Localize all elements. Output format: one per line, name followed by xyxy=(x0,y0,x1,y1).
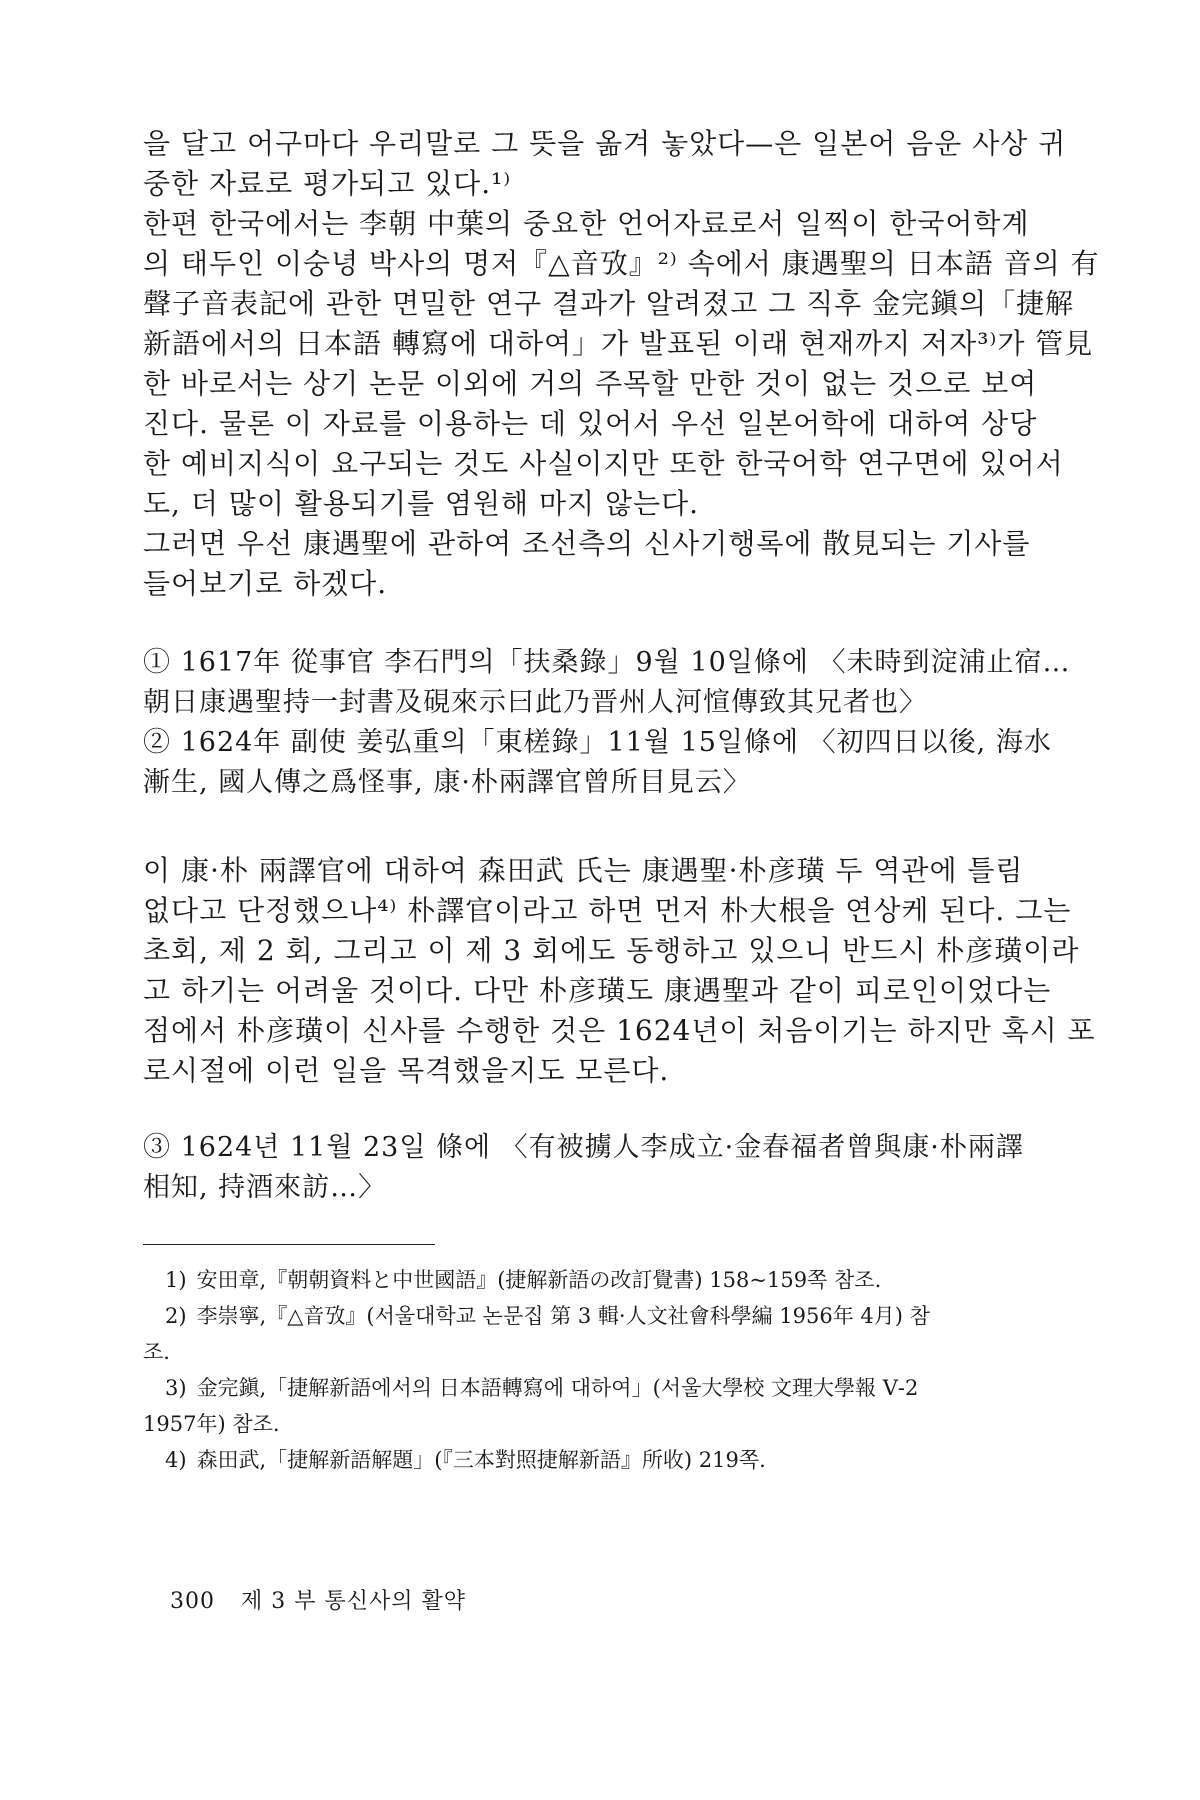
body-line: 한 예비지식이 요구되는 것도 사실이지만 또한 한국어학 연구면에 있어서 xyxy=(143,447,1064,480)
footnote-2 xyxy=(165,1300,930,1332)
running-section-title: 제 3 부 통신사의 활약 xyxy=(241,1589,466,1614)
body-line: 을 달고 어구마다 우리말로 그 뜻을 옮겨 놓았다—은 일본어 음운 사상 귀 xyxy=(143,127,1067,160)
quote-line: 相知, 持酒來訪…〉 xyxy=(143,1172,387,1203)
body-line: 도, 더 많이 활용되기를 염원해 마지 않는다. xyxy=(143,487,700,520)
footnote-number: 3) xyxy=(165,1376,187,1400)
quote-line: ② 1624年 副使 姜弘重의「東槎錄」11월 15일條에 〈初四日以後, 海水 xyxy=(143,727,1052,758)
footnote-4 xyxy=(165,1444,766,1476)
footnote-text: 조. xyxy=(143,1340,170,1364)
footnote-number: 2) xyxy=(165,1304,187,1328)
quote-line: 漸生, 國人傳之爲怪事, 康·朴兩譯官曾所目見云〉 xyxy=(143,767,751,798)
body-line: 聲子音表記에 관한 면밀한 연구 결과가 알려졌고 그 직후 金完鎭의「捷解 xyxy=(143,287,1075,320)
body-line: 한 바로서는 상기 논문 이외에 거의 주목할 만한 것이 없는 것으로 보여 xyxy=(143,367,1038,400)
body-line: 新語에서의 日本語 轉寫에 대하여」가 발표된 이래 현재까지 저자³⁾가 管見 xyxy=(143,327,1094,360)
body-line: 진다. 물론 이 자료를 이용하는 데 있어서 우선 일본어학에 대하여 상당 xyxy=(143,407,1038,440)
footnote-3-continued xyxy=(143,1408,280,1440)
body-line: 이 康·朴 兩譯官에 대하여 森田武 氏는 康遇聖·朴彦璜 두 역관에 틀림 xyxy=(143,854,1024,887)
quote-line: ③ 1624년 11월 23일 條에 〈有被擄人李成立·金春福者曾與康·朴兩譯 xyxy=(143,1132,1024,1163)
footnote-3 xyxy=(165,1372,918,1404)
footnote-number: 1) xyxy=(165,1268,187,1292)
page-footer xyxy=(170,1586,466,1618)
footnote-divider xyxy=(143,1244,435,1245)
body-line: 점에서 朴彦璜이 신사를 수행한 것은 1624년이 처음이기는 하지만 혹시 포 xyxy=(143,1014,1096,1047)
quote-line: ① 1617年 從事官 李石門의「扶桑錄」9월 10일條에 〈未時到淀浦止宿… xyxy=(143,647,1071,678)
footnote-text: 李崇寧,『△音攷』(서울대학교 논문집 第 3 輯·人文社會科學編 1956年 4月) 참 xyxy=(196,1304,930,1328)
footnote-text: 金完鎭,「捷解新語에서의 日本語轉寫에 대하여」(서울大學校 文理大學報 Ⅴ-2 xyxy=(196,1376,919,1400)
body-line: 초회, 제 2 회, 그리고 이 제 3 회에도 동행하고 있으니 반드시 朴彦璜이라 xyxy=(143,934,1080,967)
footnote-2-continued xyxy=(143,1336,170,1368)
body-line: 그러면 우선 康遇聖에 관하여 조선측의 신사기행록에 散見되는 기사를 xyxy=(143,527,1031,560)
footnote-text: 安田章,『朝朝資料と中世國語』(捷解新語の改訂覺書) 158~159쪽 참조. xyxy=(196,1268,882,1292)
body-line: 의 태두인 이숭녕 박사의 명저『△音攷』²⁾ 속에서 康遇聖의 日本語 音의 有 xyxy=(143,247,1100,280)
body-line: 들어보기로 하겠다. xyxy=(143,567,388,600)
footnote-1 xyxy=(165,1264,881,1296)
body-line: 없다고 단정했으나⁴⁾ 朴譯官이라고 하면 먼저 朴大根을 연상케 된다. 그는 xyxy=(143,894,1072,927)
quote-line: 朝日康遇聖持一封書及硯來示曰此乃晋州人河愃傳致其兄者也〉 xyxy=(143,687,927,718)
body-line: 한편 한국에서는 李朝 中葉의 중요한 언어자료로서 일찍이 한국어학계 xyxy=(143,207,1030,240)
page-number: 300 xyxy=(170,1589,215,1614)
footnote-text: 1957年) 참조. xyxy=(143,1412,280,1436)
body-line: 로시절에 이런 일을 목격했을지도 모른다. xyxy=(143,1054,670,1087)
footnote-text: 森田武,「捷解新語解題」(『三本對照捷解新語』所收) 219쪽. xyxy=(196,1448,766,1472)
body-line: 중한 자료로 평가되고 있다.¹⁾ xyxy=(143,167,512,200)
body-line: 고 하기는 어려울 것이다. 다만 朴彦璜도 康遇聖과 같이 피로인이었다는 xyxy=(143,974,1052,1007)
footnote-number: 4) xyxy=(165,1448,187,1472)
